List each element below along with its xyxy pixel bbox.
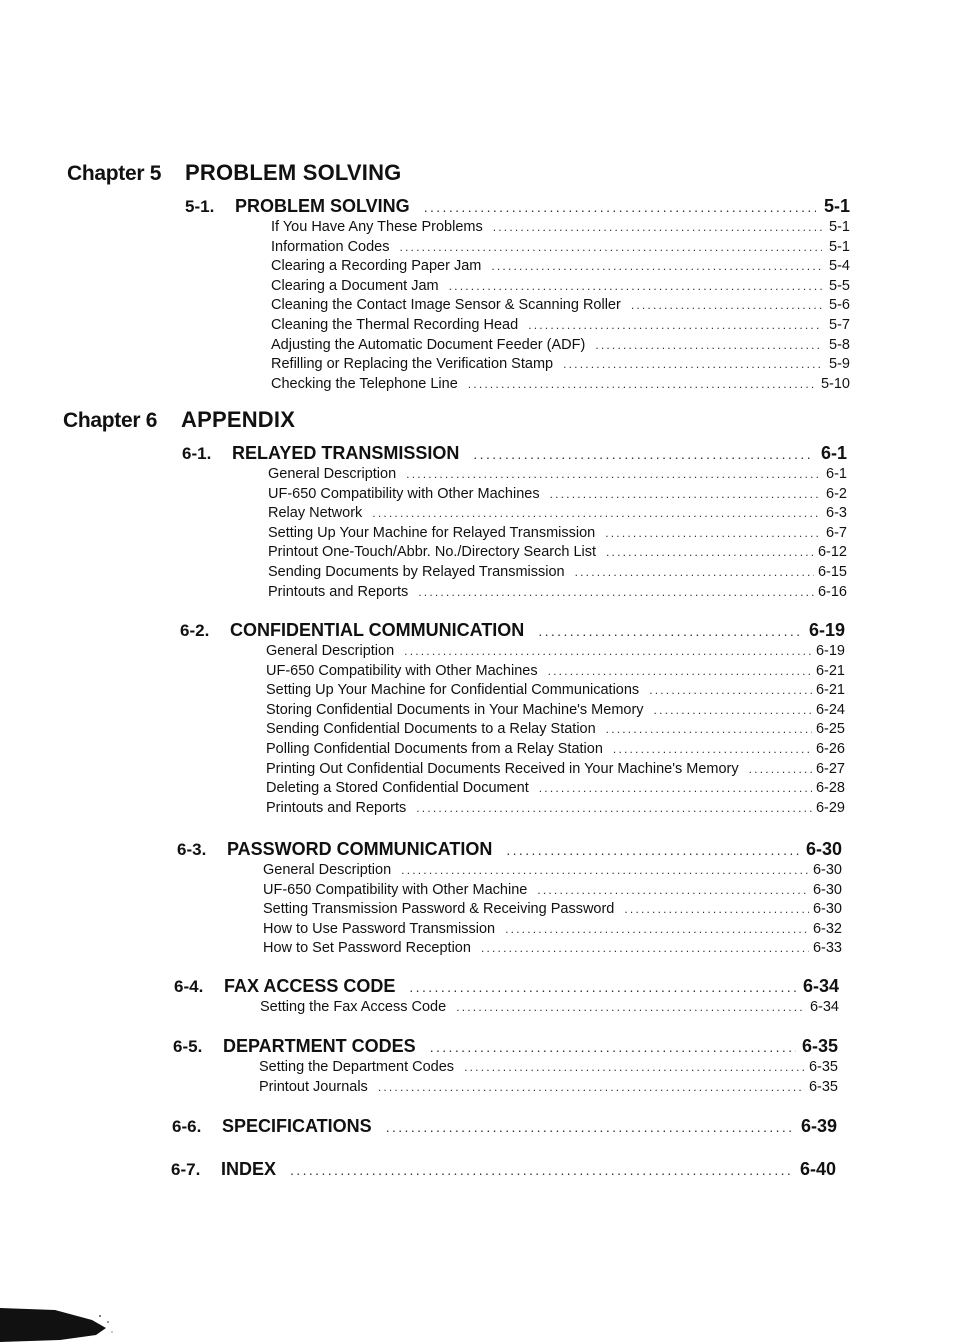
section-entries (266, 643, 845, 819)
section-heading[interactable] (172, 1116, 837, 1138)
toc-entry[interactable] (266, 780, 845, 800)
section-page-number: 6-40 (799, 1159, 836, 1179)
chapter-heading (63, 407, 295, 433)
chapter-number: Chapter 5 (67, 162, 162, 185)
toc-entry[interactable] (259, 1079, 838, 1099)
entry-label: How to Set Password Reception (263, 940, 471, 957)
toc-entry[interactable] (268, 466, 847, 486)
toc-entry[interactable] (263, 921, 842, 941)
section-entries (263, 862, 842, 960)
dot-leader (386, 1119, 795, 1135)
section-heading[interactable] (174, 976, 839, 998)
dot-leader (606, 545, 814, 559)
section-title: SPECIFICATIONS (222, 1116, 372, 1136)
entry-label: General Description (263, 862, 392, 878)
entry-page-number: 6-19 (815, 643, 845, 659)
entry-page-number: 6-21 (815, 662, 845, 679)
chapter-title: PROBLEM SOLVING (185, 160, 402, 185)
dot-leader (401, 863, 809, 877)
dot-leader (493, 220, 822, 234)
dot-leader (290, 1162, 794, 1178)
entry-page-number: 6-24 (815, 701, 845, 718)
entry-page-number: 6-29 (815, 799, 845, 816)
dot-leader (506, 842, 800, 858)
toc-entry[interactable] (266, 702, 845, 722)
toc-entry[interactable] (263, 862, 842, 882)
section-number: 6-1. (182, 444, 212, 463)
entry-label: Storing Confidential Documents in Your Machine's Memory (266, 701, 644, 718)
scan-smudge (0, 1302, 120, 1342)
entry-page-number: 6-1 (826, 466, 847, 482)
entry-label: Information Codes (271, 238, 390, 255)
entry-page-number: 6-16 (817, 583, 847, 600)
chapter-heading (67, 160, 402, 186)
toc-entry[interactable] (266, 663, 845, 683)
entry-page-number: 6-26 (815, 740, 845, 757)
dot-leader (538, 623, 803, 639)
section-page-number: 6-34 (802, 976, 839, 996)
dot-leader (468, 377, 817, 391)
section-heading[interactable] (173, 1036, 838, 1058)
dot-leader (537, 883, 809, 897)
chapter-title: APPENDIX (181, 407, 296, 432)
section-entries (268, 466, 847, 603)
dot-leader (464, 1060, 805, 1074)
dot-leader (548, 664, 812, 678)
dot-leader (416, 801, 812, 815)
entry-page-number: 6-30 (812, 881, 842, 898)
entry-label: Printout One-Touch/Abbr. No./Directory Search List (268, 544, 597, 561)
toc-entry[interactable] (271, 376, 850, 396)
toc-entry[interactable] (266, 800, 845, 820)
section-heading[interactable] (171, 1159, 836, 1181)
section-page-number: 6-30 (805, 839, 842, 859)
entry-page-number: 6-21 (815, 682, 845, 699)
entry-page-number: 5-6 (829, 297, 850, 314)
entry-label: Clearing a Recording Paper Jam (271, 258, 482, 275)
dot-leader (372, 506, 819, 520)
dot-leader (430, 1039, 796, 1055)
section-entries (271, 219, 850, 395)
entry-label: Checking the Telephone Line (271, 375, 458, 392)
dot-leader (481, 941, 809, 955)
toc-entry[interactable] (271, 297, 850, 317)
toc-section (185, 196, 850, 395)
toc-entry[interactable] (263, 901, 842, 921)
entry-page-number: 5-8 (829, 336, 850, 353)
entry-page-number: 6-34 (809, 999, 839, 1015)
section-number: 6-4. (174, 977, 204, 996)
toc-entry[interactable] (271, 356, 850, 376)
dot-leader (563, 357, 822, 371)
toc-entry[interactable] (268, 486, 847, 506)
toc-entry[interactable] (266, 643, 845, 663)
toc-entry[interactable] (260, 999, 839, 1019)
toc-entry[interactable] (271, 219, 850, 239)
entry-page-number: 6-35 (808, 1059, 838, 1075)
chapter-number: Chapter 6 (63, 409, 158, 432)
section-page-number: 6-1 (820, 443, 847, 463)
entry-page-number: 5-5 (829, 277, 850, 294)
entry-label: Sending Confidential Documents to a Relay Station (266, 721, 596, 738)
toc-entry[interactable] (263, 882, 842, 902)
entry-page-number: 5-7 (829, 316, 850, 333)
section-number: 6-3. (177, 840, 207, 859)
entry-label: UF-650 Compatibility with Other Machines (266, 662, 538, 679)
entry-page-number: 6-3 (826, 505, 847, 522)
section-heading[interactable] (185, 196, 850, 218)
toc-section (180, 620, 845, 819)
dot-leader (424, 199, 816, 215)
section-page-number: 6-35 (801, 1036, 838, 1056)
section-number: 6-6. (172, 1117, 202, 1136)
dot-leader (505, 922, 809, 936)
section-page-number: 6-39 (800, 1116, 837, 1136)
toc-entry[interactable] (268, 584, 847, 604)
section-title: FAX ACCESS CODE (224, 976, 396, 996)
dot-leader (606, 722, 812, 736)
section-page-number: 5-1 (823, 196, 850, 216)
section-title: CONFIDENTIAL COMMUNICATION (230, 620, 525, 640)
entry-label: Cleaning the Contact Image Sensor & Scanning Roller (271, 297, 621, 314)
dot-leader (605, 526, 819, 540)
section-heading[interactable] (177, 839, 842, 861)
section-number: 6-7. (171, 1160, 201, 1179)
entry-label: Setting Up Your Machine for Relayed Transmission (268, 524, 596, 541)
toc-section (177, 839, 842, 960)
toc-entry[interactable] (271, 258, 850, 278)
toc-entry[interactable] (271, 278, 850, 298)
entry-page-number: 6-30 (812, 862, 842, 878)
toc-entry[interactable] (271, 337, 850, 357)
dot-leader (595, 338, 822, 352)
entry-label: Refilling or Replacing the Verification Stamp (271, 356, 554, 373)
toc-section (173, 1036, 838, 1098)
entry-page-number: 6-27 (815, 760, 845, 777)
entry-label: If You Have Any These Problems (271, 219, 483, 235)
entry-page-number: 6-25 (815, 721, 845, 738)
toc-section (182, 443, 847, 603)
section-heading[interactable] (182, 443, 847, 465)
entry-label: General Description (266, 643, 395, 659)
dot-leader (749, 762, 812, 776)
entry-page-number: 6-15 (817, 563, 847, 580)
toc-section (174, 976, 839, 1019)
entry-label: Setting Transmission Password & Receiving Password (263, 901, 615, 918)
section-heading[interactable] (180, 620, 845, 642)
dot-leader (399, 240, 822, 254)
dot-leader (418, 585, 814, 599)
section-entries (260, 999, 839, 1019)
entry-label: Setting the Department Codes (259, 1059, 455, 1075)
section-number: 6-5. (173, 1037, 203, 1056)
toc-entry[interactable] (259, 1059, 838, 1079)
entry-label: Setting Up Your Machine for Confidential Communications (266, 682, 640, 699)
entry-label: Printing Out Confidential Documents Received in Your Machine's Memory (266, 760, 739, 777)
dot-leader (550, 487, 819, 501)
entry-label: How to Use Password Transmission (263, 920, 496, 937)
section-number: 6-2. (180, 621, 210, 640)
section-title: PROBLEM SOLVING (235, 196, 410, 216)
dot-leader (624, 902, 809, 916)
entry-page-number: 5-10 (820, 375, 850, 392)
entry-label: Clearing a Document Jam (271, 277, 439, 294)
dot-leader (378, 1080, 805, 1094)
dot-leader (491, 259, 822, 273)
dot-leader (613, 742, 812, 756)
entry-page-number: 5-9 (829, 356, 850, 373)
toc-entry[interactable] (268, 564, 847, 584)
entry-page-number: 6-12 (817, 544, 847, 561)
dot-leader (631, 298, 822, 312)
section-title: RELAYED TRANSMISSION (232, 443, 460, 463)
section-title: INDEX (221, 1159, 277, 1179)
dot-leader (409, 979, 797, 995)
dot-leader (654, 703, 812, 717)
entry-label: UF-650 Compatibility with Other Machine (263, 881, 528, 898)
entry-label: Cleaning the Thermal Recording Head (271, 316, 519, 333)
entry-label: Polling Confidential Documents from a Relay Station (266, 740, 603, 757)
entry-label: Printouts and Reports (266, 799, 407, 816)
dot-leader (404, 644, 812, 658)
dot-leader (406, 467, 819, 481)
entry-page-number: 6-32 (812, 920, 842, 937)
entry-label: Deleting a Stored Confidential Document (266, 780, 529, 797)
toc-section (171, 1159, 836, 1181)
entry-page-number: 6-7 (826, 524, 847, 541)
entry-label: General Description (268, 466, 397, 482)
entry-page-number: 6-2 (826, 485, 847, 502)
section-title: PASSWORD COMMUNICATION (227, 839, 493, 859)
toc-entry[interactable] (266, 761, 845, 781)
dot-leader (456, 1000, 806, 1014)
entry-label: Setting the Fax Access Code (260, 999, 447, 1015)
entry-label: Relay Network (268, 505, 363, 522)
dot-leader (449, 279, 822, 293)
toc-entry[interactable] (263, 940, 842, 960)
entry-page-number: 5-1 (829, 238, 850, 255)
entry-page-number: 6-28 (815, 780, 845, 797)
dot-leader (575, 565, 814, 579)
section-page-number: 6-19 (808, 620, 845, 640)
entry-page-number: 6-35 (808, 1078, 838, 1095)
dot-leader (473, 446, 813, 462)
entry-page-number: 6-33 (812, 940, 842, 957)
toc-entry[interactable] (266, 741, 845, 761)
entry-label: Adjusting the Automatic Document Feeder (ADF) (271, 336, 586, 353)
dot-leader (539, 781, 812, 795)
toc-entry[interactable] (268, 505, 847, 525)
dot-leader (649, 683, 812, 697)
entry-label: Printout Journals (259, 1078, 368, 1095)
toc-entry[interactable] (266, 721, 845, 741)
section-number: 5-1. (185, 197, 215, 216)
entry-page-number: 6-30 (812, 901, 842, 918)
toc-entry[interactable] (268, 544, 847, 564)
toc-entry[interactable] (271, 317, 850, 337)
toc-entry[interactable] (268, 525, 847, 545)
toc-section (172, 1116, 837, 1138)
entry-label: UF-650 Compatibility with Other Machines (268, 485, 540, 502)
toc-entry[interactable] (271, 239, 850, 259)
entry-label: Printouts and Reports (268, 583, 409, 600)
dot-leader (528, 318, 822, 332)
section-title: DEPARTMENT CODES (223, 1036, 416, 1056)
toc-entry[interactable] (266, 682, 845, 702)
entry-label: Sending Documents by Relayed Transmission (268, 563, 565, 580)
entry-page-number: 5-4 (829, 258, 850, 275)
entry-page-number: 5-1 (829, 219, 850, 235)
section-entries (259, 1059, 838, 1098)
